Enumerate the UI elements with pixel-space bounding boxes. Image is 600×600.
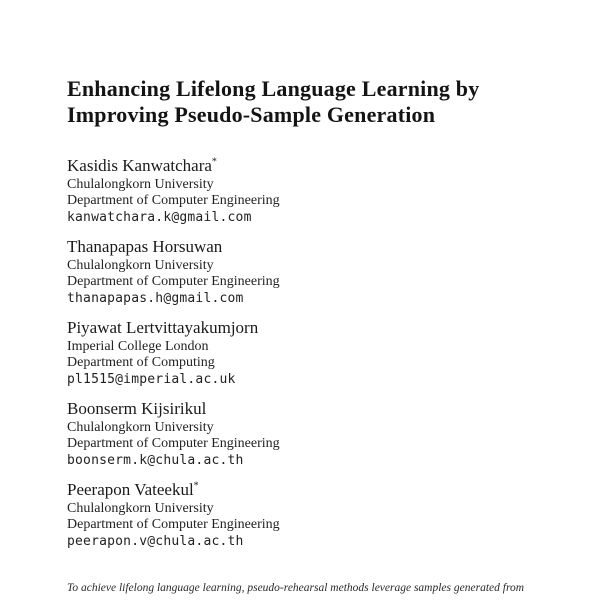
author-department: Department of Computer Engineering bbox=[67, 274, 280, 289]
author-name bbox=[67, 238, 567, 256]
author-affiliation: Chulalongkorn University bbox=[67, 420, 214, 435]
author-affiliation: Chulalongkorn University bbox=[67, 501, 214, 516]
author-block-1 bbox=[67, 157, 567, 226]
author-email: boonserm.k@chula.ac.th bbox=[67, 453, 244, 468]
author-affiliation: Chulalongkorn University bbox=[67, 258, 214, 273]
author-affiliation: Chulalongkorn University bbox=[67, 177, 214, 192]
paper-content bbox=[67, 76, 567, 562]
author-email: pl1515@imperial.ac.uk bbox=[67, 372, 236, 387]
author-footnote-mark: * bbox=[211, 156, 217, 168]
author-name-text: Peerapon Vateekul bbox=[67, 480, 194, 499]
author-name bbox=[67, 157, 567, 175]
author-block-5 bbox=[67, 481, 567, 550]
author-list bbox=[67, 157, 567, 550]
author-name bbox=[67, 400, 567, 418]
author-block-3 bbox=[67, 319, 567, 388]
author-department: Department of Computing bbox=[67, 355, 215, 370]
author-department: Department of Computer Engineering bbox=[67, 517, 280, 532]
author-name-text: Piyawat Lertvittayakumjorn bbox=[67, 318, 259, 337]
author-name-text: Boonserm Kijsirikul bbox=[67, 399, 207, 418]
abstract-first-line: To achieve lifelong language learning, pseudo-rehearsal methods leverage samples generated from bbox=[67, 582, 525, 594]
author-name bbox=[67, 319, 567, 337]
author-name-text: Kasidis Kanwatchara bbox=[67, 156, 212, 175]
paper-title bbox=[67, 76, 567, 128]
author-name bbox=[67, 481, 567, 499]
author-block-2 bbox=[67, 238, 567, 307]
author-affiliation: Imperial College London bbox=[67, 339, 209, 354]
author-department: Department of Computer Engineering bbox=[67, 436, 280, 451]
author-block-4 bbox=[67, 400, 567, 469]
author-email: kanwatchara.k@gmail.com bbox=[67, 210, 252, 225]
paper-title-line-1: Enhancing Lifelong Language Learning by bbox=[67, 76, 480, 101]
author-email: peerapon.v@chula.ac.th bbox=[67, 534, 244, 549]
author-email: thanapapas.h@gmail.com bbox=[67, 291, 244, 306]
author-footnote-mark: * bbox=[193, 480, 199, 492]
author-name-text: Thanapapas Horsuwan bbox=[67, 237, 223, 256]
author-department: Department of Computer Engineering bbox=[67, 193, 280, 208]
paper-title-line-2: Improving Pseudo-Sample Generation bbox=[67, 102, 436, 127]
